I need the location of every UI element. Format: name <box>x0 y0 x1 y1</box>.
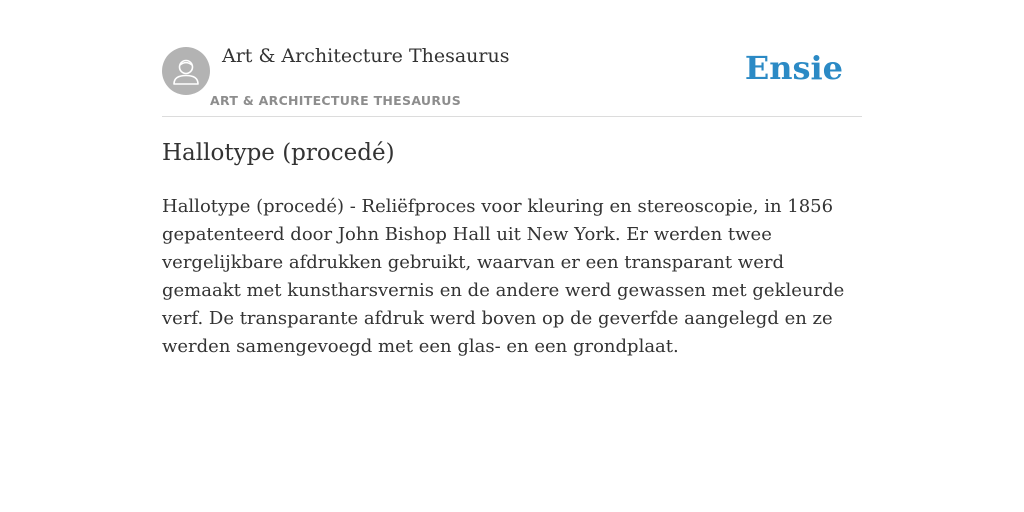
source-avatar[interactable] <box>162 47 210 95</box>
source-subtitle: ART & ARCHITECTURE THESAURUS <box>210 93 462 108</box>
user-silhouette-icon <box>162 47 210 95</box>
entry-title: Hallotype (procedé) <box>162 140 395 166</box>
content-container <box>162 0 862 357</box>
entry-definition: Hallotype (procedé) - Reliëfproces voor kleuring en stereoscopie, in 1856 gepatenteerd door John Bishop Hall uit New York. Er werden twee vergelijkbare afdrukken gebruikt, waarvan er een transparant werd gemaakt met kunstharsvernis en de andere werd gewassen met gekleurde verf. De transparante afdruk werd boven op de geverfde aangelegd en ze werden samengevoegd met een glas- en een grondplaat. <box>162 196 845 357</box>
entry-header <box>162 0 862 117</box>
source-name-link[interactable]: Art & Architecture Thesaurus <box>222 45 510 67</box>
ensie-logo[interactable]: Ensie <box>744 49 843 87</box>
